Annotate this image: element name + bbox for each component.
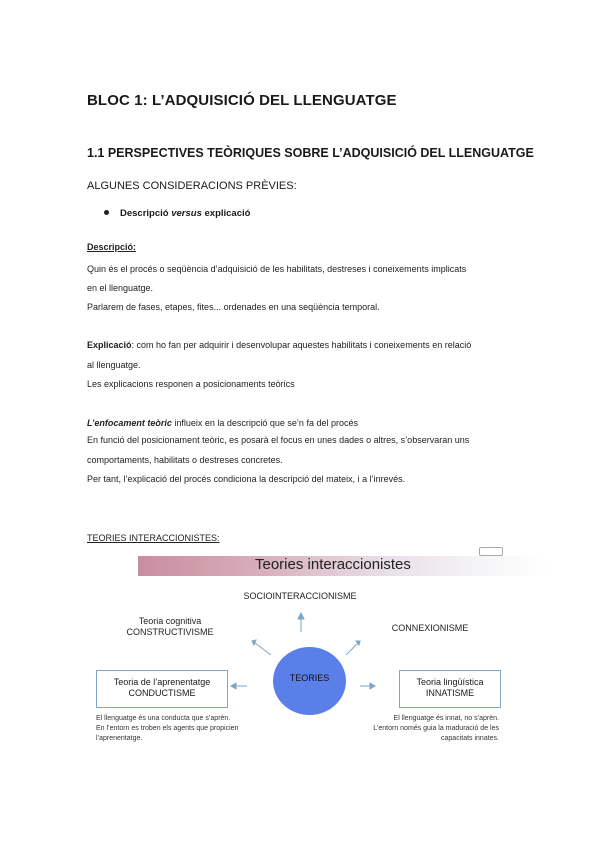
- note-left-2: En l’entorn es troben els agents que propicien: [96, 725, 239, 732]
- page-title: BLOC 1: L’ADQUISICIÓ DEL LLENGUATGE: [87, 92, 397, 109]
- center-label: TEORIES: [289, 673, 330, 683]
- note-right-3: capacitats innates.: [441, 735, 499, 742]
- note-left: [96, 714, 238, 744]
- stamp-icon: [479, 547, 503, 556]
- arrow-up-head: [298, 613, 304, 619]
- bullet-item: [104, 208, 250, 219]
- section-title: 1.1 PERSPECTIVES TEÒRIQUES SOBRE L’ADQUISICIÓ DEL LLENGUATGE: [87, 146, 534, 160]
- connexionisme-label: CONNEXIONISME: [391, 623, 469, 633]
- descripcio-line-2: en el llenguatge.: [87, 283, 154, 293]
- arrow-up-right: [346, 643, 358, 655]
- aprenentatge-line-2: CONDUCTISME: [128, 688, 196, 698]
- arrow-up-right-head: [356, 641, 360, 645]
- linguistica-line-1: Teoria lingüística: [416, 677, 484, 687]
- note-right-1: El llenguatge és innat, no s’aprèn.: [393, 715, 499, 722]
- aprenentatge-box: [96, 670, 228, 708]
- arrow-right-head: [370, 683, 375, 689]
- arrow-up-left: [255, 643, 271, 655]
- enfocament-label: L’enfocament teòric: [87, 418, 172, 428]
- aprenentatge-line-1: Teoria de l’aprenentatge: [113, 677, 211, 687]
- explicacio-line-3: Les explicacions responen a posicionaments teòrics: [87, 379, 295, 389]
- note-left-1: El llenguatge és una conducta que s’aprèn.: [96, 715, 231, 722]
- bullet-text-2: explicació: [201, 208, 251, 219]
- teories-heading: TEORIES INTERACCIONISTES:: [87, 533, 220, 543]
- descripcio-line-3: Parlarem de fases, etapes, fites... ordenades en una seqüència temporal.: [87, 302, 380, 312]
- bullet-text-italic: versus: [171, 208, 202, 219]
- explicacio-line-1: : com ho fan per adquirir i desenvolupar aquestes habilitats i coneixements en relació: [131, 340, 472, 350]
- arrow-left-head: [231, 683, 236, 689]
- enfocament-line-2: En funció del posicionament teòric, es posarà el focus en unes dades o altres, s’observaran uns: [87, 435, 470, 445]
- enfocament-line-4: Per tant, l’explicació del procés condiciona la descripció del mateix, i a l’inrevés.: [87, 474, 406, 484]
- cognitiva-line-1: Teoria cognitiva: [138, 616, 202, 626]
- explicacio-label: Explicació: [87, 340, 132, 350]
- enfocament-line-3: comportaments, habilitats o destreses concretes.: [87, 455, 283, 465]
- socio-label: SOCIOINTERACCIONISME: [243, 591, 357, 601]
- note-right-2: L’entorn només guia la maduració de les: [373, 725, 499, 732]
- enfocament-line-1: influeix en la descripció que se’n fa del procés: [171, 418, 358, 428]
- descripcio-line-1: Quin és el procés o seqüència d’adquisició de les habilitats, destreses i coneixements implicats: [87, 264, 467, 274]
- arrow-up-left-head: [252, 640, 256, 645]
- linguistica-box: [399, 670, 501, 708]
- cognitiva-line-2: CONSTRUCTIVISME: [126, 627, 214, 637]
- note-left-3: l’aprenentatge.: [96, 735, 143, 742]
- descripcio-label: Descripció:: [87, 242, 137, 252]
- enfocament-paragraph: [87, 418, 358, 428]
- explicacio-line-2: al llenguatge.: [87, 360, 141, 370]
- explicacio-paragraph: [87, 340, 471, 350]
- considerations-heading: ALGUNES CONSIDERACIONS PRÈVIES:: [87, 180, 297, 192]
- bullet-dot-icon: [104, 210, 109, 215]
- bullet-text-1: Descripció: [120, 208, 172, 219]
- linguistica-line-2: INNATISME: [425, 688, 475, 698]
- note-right: [349, 714, 499, 744]
- diagram-banner-title: Teories interaccionistes: [255, 556, 411, 573]
